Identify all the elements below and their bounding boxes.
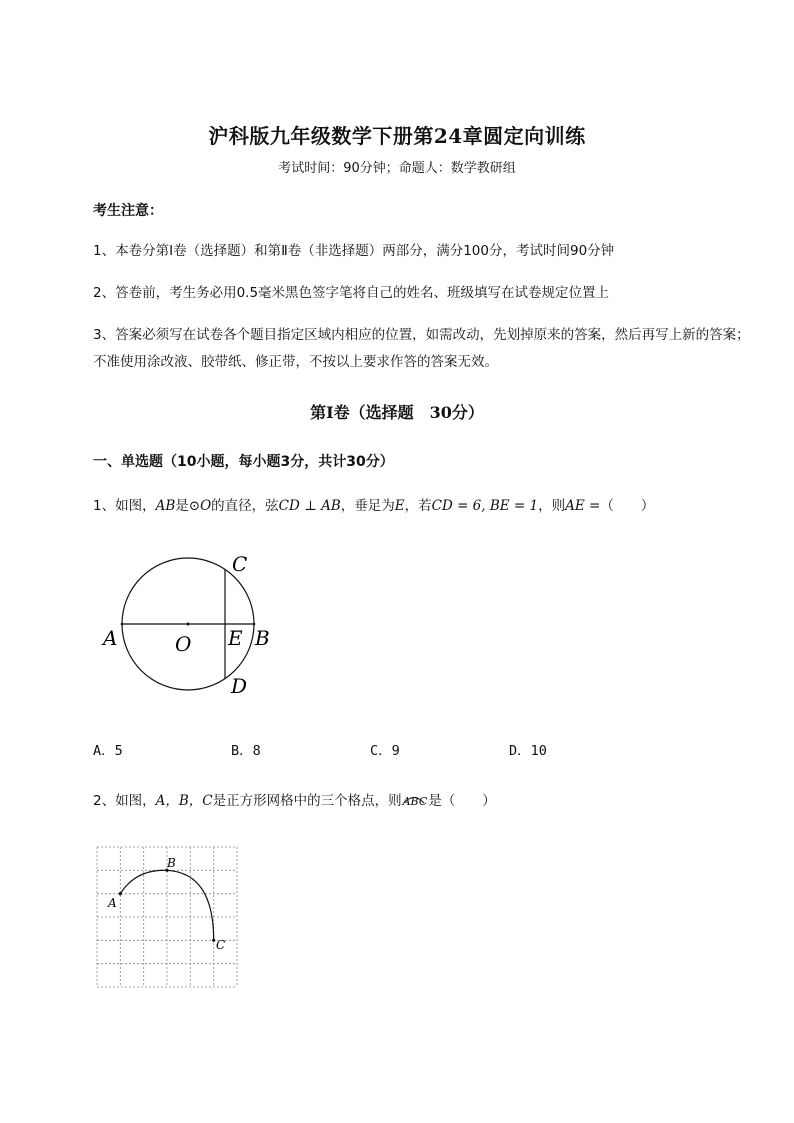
q1-text: ，若 [404,498,432,514]
question-2 [93,789,496,809]
label-c: C [232,552,248,576]
label-c: C [216,938,226,952]
q1-term-perp: CD ⊥ AB [278,498,341,514]
q1-term-ae: AE = [565,498,601,514]
point-a-dot [119,892,122,895]
page-title: 沪科版九年级数学下册第24章圆定向训练 [208,124,586,148]
label-e: E [228,626,243,650]
q2-arc-label: ABC [402,795,428,808]
question-2-number: 2、如图， [93,793,156,809]
notice-item-3: 3、答案必须写在试卷各个题目指定区域内相应的位置，如需改动，先划掉原来的答案，然后再写上新的答案；不准使用涂改液、胶带纸、修正带，不按以上要求作答的答案无效。 [93,327,750,370]
point-b-dot [253,623,256,626]
label-a: A [103,626,118,650]
notice-item-1: 1、本卷分第Ⅰ卷（选择题）和第Ⅱ卷（非选择题）两部分，满分100分，考试时间90分钟 [93,243,615,259]
notice-heading: 考生注意： [93,203,163,219]
center-dot [187,623,190,626]
section-title: 第Ⅰ卷（选择题 30分） [310,403,484,422]
label-b: B [167,856,176,870]
q1-text: ，则 [538,498,566,514]
q1-blank: （ ） [600,498,655,514]
q1-circle-figure [95,545,285,705]
q2-grid-figure [95,845,240,990]
label-b: B [255,626,270,650]
q2-term-points: A，B，C [155,793,213,809]
part-heading: 一、单选题（10小题，每小题3分，共计30分） [93,454,394,470]
q1-option-c[interactable]: C．9 [370,743,400,759]
q1-text: 是 [175,498,189,514]
q1-option-d[interactable]: D．10 [509,743,547,759]
point-c-dot [212,939,215,942]
q2-text: 是正方形网格中的三个格点，则 [212,793,402,809]
q1-term-given: CD = 6, BE = 1 [431,498,539,514]
q1-term-ab: AB [155,498,176,514]
question-1 [93,494,654,514]
q1-option-a[interactable]: A．5 [93,743,123,759]
q1-text: ，垂足为 [340,498,395,514]
q1-option-b[interactable]: B．8 [231,743,261,759]
point-a-dot [121,623,124,626]
label-o: O [175,632,192,656]
arc-symbol-icon [401,794,427,804]
question-1-number: 1、如图， [93,498,156,514]
q1-text: 的直径，弦 [211,498,279,514]
label-d: D [231,674,248,698]
q2-blank: 是（ ） [428,793,496,809]
label-a: A [108,896,117,910]
q1-term-circle: ⊙O [188,498,212,514]
q1-term-e: E [394,498,405,514]
notice-item-2: 2、答卷前，考生务必用0.5毫米黑色签字笔将自己的姓名、班级填写在试卷规定位置上 [93,285,610,301]
q2-arc-abc [402,793,429,809]
exam-info: 考试时间：90分钟；命题人：数学教研组 [278,161,516,176]
